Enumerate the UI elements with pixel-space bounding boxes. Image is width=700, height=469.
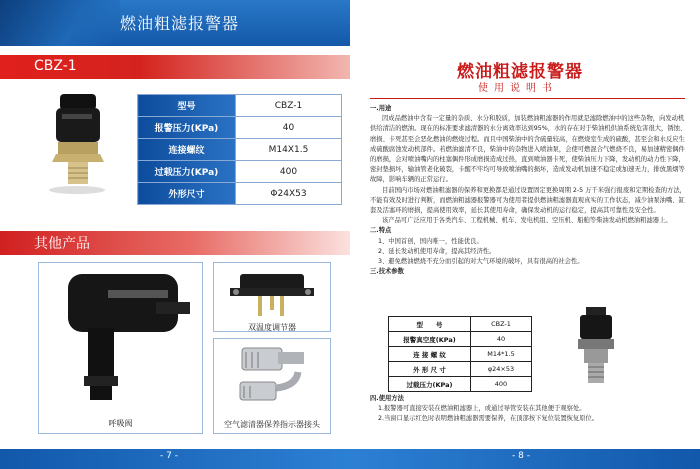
method-item: 2.当窗口显示红色时表明燃油粗滤器需要保养，在顶部按下复位装置恢复原位。	[378, 415, 599, 423]
spec-key: 型号	[138, 95, 236, 117]
page-number-left: - 7 -	[160, 451, 178, 461]
sensor-product-image	[22, 90, 117, 200]
method-block	[370, 394, 688, 425]
feature-item: 1、中国首创，国内唯一，性能优良。	[378, 237, 483, 245]
spec-key: 报警压力(KPa)	[138, 117, 236, 139]
table-row	[389, 332, 532, 347]
usage-paragraph-2: 目前国内市场对燃油粗滤器的保养和更换都是通过设置固定更换周期 2-5 万千米强行报废和定期检查的方法，不能有效及时进行判断，而燃油粗滤器报警器可为使用者提供燃油粗滤器直观真实的工作状态，减少油泵油嘴、缸套及活塞环的磨损，提高使用效率，延长其使用寿命，确保发动机的运行稳定，提高其可靠性及安全性。	[370, 186, 686, 215]
breather-valve-image	[48, 268, 198, 408]
features-heading: 二.特点	[370, 227, 392, 235]
table-row	[389, 362, 532, 377]
spec-value: M14*1.5	[471, 347, 532, 362]
table-row	[138, 139, 342, 161]
spec-value: φ24×53	[471, 362, 532, 377]
feature-item: 3、避免燃油燃烧不充分而引起的对大气环境的破坏，具有很高的社会性。	[378, 258, 584, 266]
usage-block	[370, 104, 688, 277]
left-spec-table	[137, 94, 342, 205]
spec-key: 过载压力(KPa)	[138, 161, 236, 183]
spec-key: 外形尺寸	[138, 183, 236, 205]
spec-value: CBZ-1	[471, 317, 532, 332]
spec-value: 40	[236, 117, 342, 139]
model-label: CBZ-1	[34, 58, 77, 74]
usage-paragraph-3: 该产品可广泛应用于各类汽车、工程机械、机车、发电机组、空压机、船舶等柴油发动机燃油粗滤器上。	[382, 217, 672, 225]
spec-value: Φ24X53	[236, 183, 342, 205]
spec-value: M14X1.5	[236, 139, 342, 161]
caption-regulator: 双温度调节器	[248, 323, 296, 332]
spec-value: CBZ-1	[236, 95, 342, 117]
usage-paragraph-1: 因成品燃油中含有一定量的杂质、水分和胶质，加装燃油粗滤器的作用就是滤除燃油中的这些杂物，向发动机供给清洁的燃油。现在的标准要求滤清器的水分离效率达到95%，水的存在对于柴油机供油系统危害很大，锈蚀、磨损、卡死甚至会恶化燃油的燃烧过程。而且中国柴油中的含硫量较高，在燃烧室生成的硫酸，甚至会和水反应生成硫酸腐蚀发动机部件。若燃油滤清不良，柴油中的杂物进入喷油泵，会使可燃混合气燃烧不良，易加速精密偶件的磨损，会对喷油嘴内的柱塞偶件形成磨损造成过热，直到喷油器卡死，使柴油压力下降，发动机的动力性下降，密封垫损坏，输油管老化破裂，卡醒不牢均可导致喷油嘴的损坏，造成发动机加速不稳定或加速无力，排放黑烟等故障，影响车辆的正常运行。	[370, 115, 687, 184]
alarm-part-image	[556, 305, 636, 390]
table-row	[138, 117, 342, 139]
table-row	[138, 95, 342, 117]
spec-key: 外 形 尺 寸	[389, 362, 471, 377]
table-row	[138, 183, 342, 205]
header-decoration	[0, 0, 120, 46]
header-title: 燃油粗滤报警器	[120, 14, 240, 33]
manual-subtitle: 使用说明书	[478, 83, 558, 94]
table-row	[389, 377, 532, 392]
spec-key: 过载压力(KPa)	[389, 377, 471, 392]
method-item: 1.报警器可直接安装在燃油粗滤器上，或通过导管安装在其他便于观察处。	[378, 405, 586, 413]
table-row	[389, 317, 532, 332]
caption-breather: 呼吸阀	[108, 419, 133, 428]
usage-heading: 一.用途	[370, 105, 392, 112]
spec-value: 400	[236, 161, 342, 183]
spec-key: 连接螺纹	[138, 139, 236, 161]
spec-key: 连 接 螺 纹	[389, 347, 471, 362]
spec-value: 40	[471, 332, 532, 347]
temperature-regulator-image	[222, 266, 322, 318]
spec-value: 400	[471, 377, 532, 392]
params-heading: 三.技术参数	[370, 268, 404, 276]
manual-title: 燃油粗滤报警器	[457, 62, 583, 82]
feature-item: 2、延长发动机使用寿命，提高其经济性。	[378, 247, 496, 255]
spec-key: 型 号	[389, 317, 471, 332]
other-products-label: 其他产品	[34, 236, 90, 252]
spec-key: 报警真空度(KPa)	[389, 332, 471, 347]
title-divider	[370, 98, 685, 99]
table-row	[389, 347, 532, 362]
table-row	[138, 161, 342, 183]
method-heading: 四.使用方法	[370, 395, 404, 402]
page-number-right: - 8 -	[512, 451, 530, 461]
air-filter-connector-image	[222, 342, 322, 414]
caption-connector: 空气滤清器保养指示器接头	[224, 420, 320, 429]
right-spec-table	[388, 316, 532, 392]
